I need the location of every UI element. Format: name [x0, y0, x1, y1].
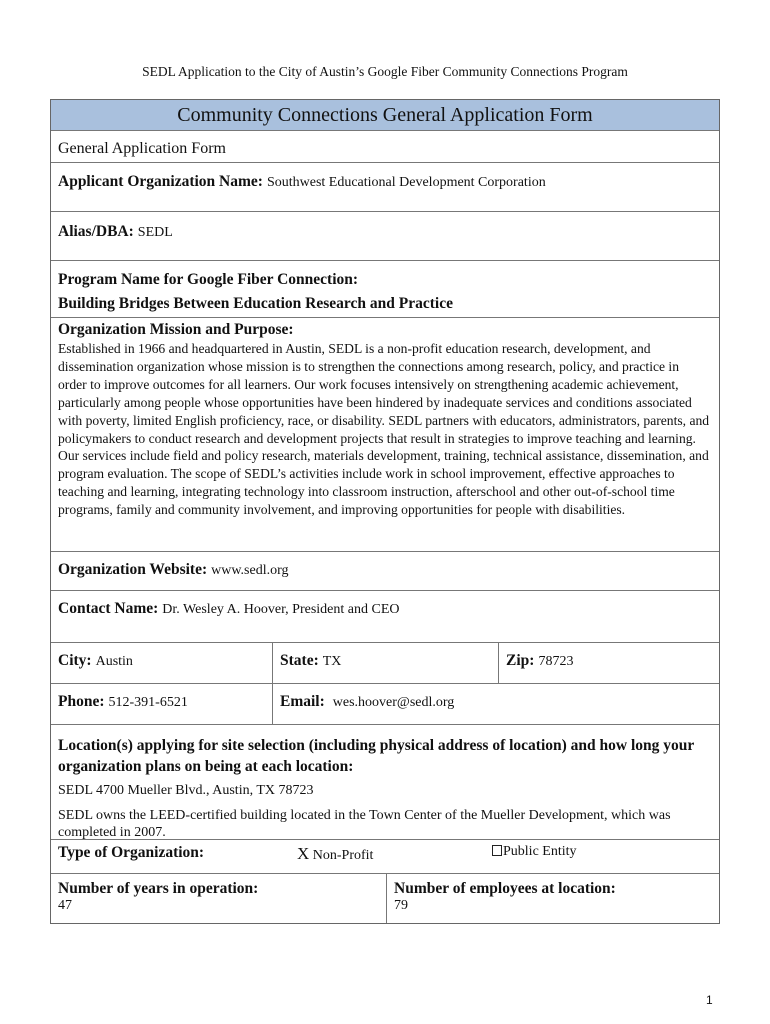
phone-cell [51, 684, 272, 724]
program-label: Program Name for Google Fiber Connection: [58, 271, 359, 288]
program-name-row [51, 260, 719, 317]
type-label: Type of Organization: [58, 844, 205, 861]
employees-label: Number of employees at location: [394, 880, 616, 897]
email-label: Email: [280, 693, 325, 710]
nonprofit-option [297, 844, 373, 864]
phone-email-row [51, 683, 719, 724]
location-label: Location(s) applying for site selection (including physical address of location) and how long your organization plans on being at each location: [58, 737, 695, 775]
contact-label: Contact Name: [58, 600, 159, 617]
form-title: Community Connections General Application Form [51, 100, 719, 130]
location-row [51, 724, 719, 839]
page-number: 1 [706, 993, 713, 1007]
applicant-label: Applicant Organization Name: [58, 173, 263, 190]
checkbox-icon [492, 845, 502, 856]
state-value: TX [322, 654, 342, 669]
zip-cell [498, 643, 719, 683]
program-value: Building Bridges Between Education Research and Practice [58, 295, 453, 312]
mission-row [51, 317, 719, 551]
contact-value: Dr. Wesley A. Hoover, President and CEO [162, 602, 400, 617]
location-address: SEDL 4700 Mueller Blvd., Austin, TX 78723 [58, 783, 314, 798]
application-form [50, 99, 720, 924]
mission-text: Established in 1966 and headquartered in Austin, SEDL is a non-profit education research, development, and dissemination organization whose mission is to strengthen the connections among research, policy, and practice in order to improve outcomes for all learners. Our work focuses intensively on strengthening academic achievement, particularly among people whose opportunities have been hindered by inadequate services and conditions associated with poverty, limited English proficiency, race, or disability. SEDL partners with educators, administrators, parents, and policymakers to conduct research and development projects that result in strategies to improve teaching and learning. Our services include field and policy research, materials development, training, technical assistance, dissemination, and program evaluation. The scope of SEDL’s activities include work in school improvement, effective approaches to teaching and learning, integrating technology into classroom instruction, afterschool and other out-of-school time programs, family and community involvement, and improving opportunities for people with disabilities. [58, 341, 710, 518]
email-cell [272, 684, 719, 724]
website-row [51, 551, 719, 590]
nonprofit-mark: X [297, 844, 310, 863]
state-cell [272, 643, 498, 683]
contact-row [51, 590, 719, 642]
employees-value: 79 [394, 898, 408, 913]
zip-label: Zip: [506, 652, 535, 669]
document-header: SEDL Application to the City of Austin’s Google Fiber Community Connections Program [142, 64, 628, 79]
nonprofit-label: Non-Profit [312, 848, 374, 863]
years-cell [51, 874, 386, 923]
zip-value: 78723 [538, 654, 574, 669]
alias-value: SEDL [137, 225, 173, 240]
email-value: wes.hoover@sedl.org [332, 695, 455, 710]
phone-value: 512-391-6521 [108, 695, 188, 710]
state-label: State: [280, 652, 319, 669]
organization-type-row [51, 839, 719, 873]
city-cell [51, 643, 272, 683]
alias-label: Alias/DBA: [58, 223, 134, 240]
location-description: SEDL owns the LEED-certified building located in the Town Center of the Mueller Development, which was completed in 2007. [58, 808, 671, 840]
website-value: www.sedl.org [211, 563, 289, 578]
years-label: Number of years in operation: [58, 880, 259, 897]
city-label: City: [58, 652, 92, 669]
years-value: 47 [58, 898, 72, 913]
public-entity-option [492, 844, 577, 860]
applicant-organization-row [51, 162, 719, 211]
employees-cell [386, 874, 719, 923]
city-value: Austin [95, 654, 133, 669]
years-employees-row [51, 873, 719, 923]
phone-label: Phone: [58, 693, 105, 710]
address-row [51, 642, 719, 683]
applicant-value: Southwest Educational Development Corporation [266, 175, 546, 190]
alias-row [51, 211, 719, 260]
form-subtitle: General Application Form [51, 130, 719, 162]
mission-label: Organization Mission and Purpose: [58, 321, 294, 338]
website-label: Organization Website: [58, 561, 208, 578]
public-entity-label: Public Entity [503, 844, 577, 859]
